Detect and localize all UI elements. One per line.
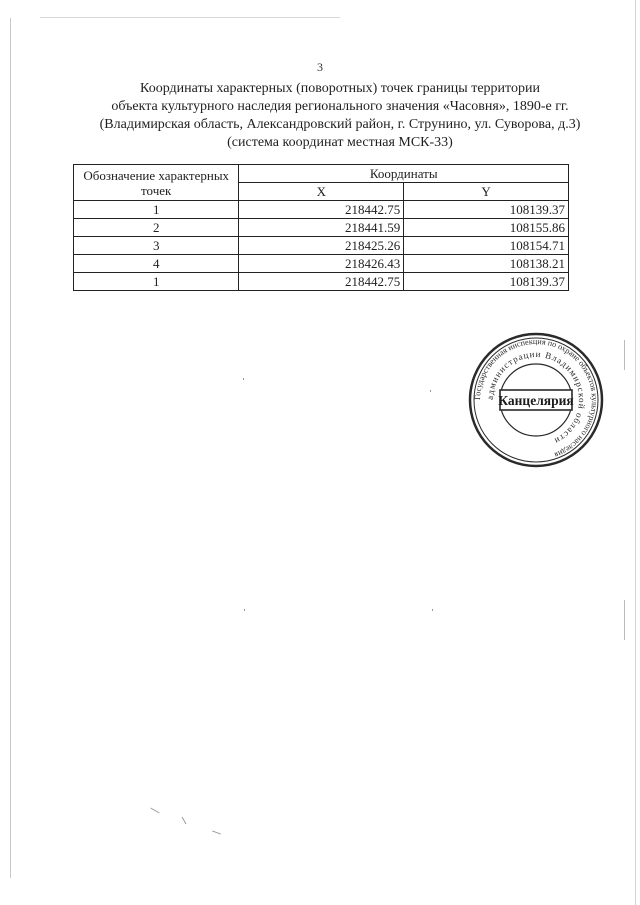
table-row <box>74 237 569 255</box>
coord-x: 218441.59 <box>239 219 404 237</box>
coord-y: 108154.71 <box>404 237 569 255</box>
title-line-1: Координаты характерных (поворотных) точек границы территории <box>140 81 540 96</box>
coord-y: 108139.37 <box>404 201 569 219</box>
coordinates-table <box>73 164 569 291</box>
header-coordinates: Координаты <box>239 165 569 183</box>
table-header-row <box>74 165 569 183</box>
stamp-inner-text: администрации Владимирской области <box>484 348 588 447</box>
point-number: 1 <box>74 273 239 291</box>
scan-speck <box>244 609 245 611</box>
scan-speck <box>150 808 159 814</box>
stamp-ring-text: Государственная инспекция по охране объектов культурного наследия <box>472 336 600 460</box>
title-line-2: объекта культурного наследия регионального значения «Часовня», 1890-е гг. <box>111 99 569 114</box>
header-y: Y <box>404 183 569 201</box>
title-line-4: (система координат местная МСК-33) <box>227 135 453 150</box>
coord-x: 218425.26 <box>239 237 404 255</box>
scan-speck <box>182 817 187 824</box>
scan-edge-top <box>40 17 340 18</box>
coord-x: 218442.75 <box>239 201 404 219</box>
scan-speck <box>624 340 625 370</box>
coord-x: 218426.43 <box>239 255 404 273</box>
table-row <box>74 273 569 291</box>
document-title <box>40 80 640 152</box>
coord-y: 108139.37 <box>404 273 569 291</box>
table-row <box>74 201 569 219</box>
scan-speck <box>212 830 221 834</box>
title-line-3: (Владимирская область, Александровский район, г. Струнино, ул. Суворова, д.3) <box>99 117 581 132</box>
point-number: 2 <box>74 219 239 237</box>
header-x: X <box>239 183 404 201</box>
header-point-label: Обозначение характерных точек <box>74 165 239 201</box>
coord-y: 108155.86 <box>404 219 569 237</box>
coord-x: 218442.75 <box>239 273 404 291</box>
office-stamp <box>466 330 606 470</box>
scan-speck <box>243 378 244 380</box>
coord-y: 108138.21 <box>404 255 569 273</box>
point-number: 4 <box>74 255 239 273</box>
table-row <box>74 219 569 237</box>
stamp-center-text: Канцелярия <box>498 393 574 408</box>
scan-edge-left <box>10 18 11 878</box>
scan-speck <box>432 609 433 611</box>
point-number: 1 <box>74 201 239 219</box>
page-number: 3 <box>317 60 323 74</box>
scan-speck <box>624 600 625 640</box>
scan-speck <box>430 390 431 392</box>
point-number: 3 <box>74 237 239 255</box>
table-row <box>74 255 569 273</box>
